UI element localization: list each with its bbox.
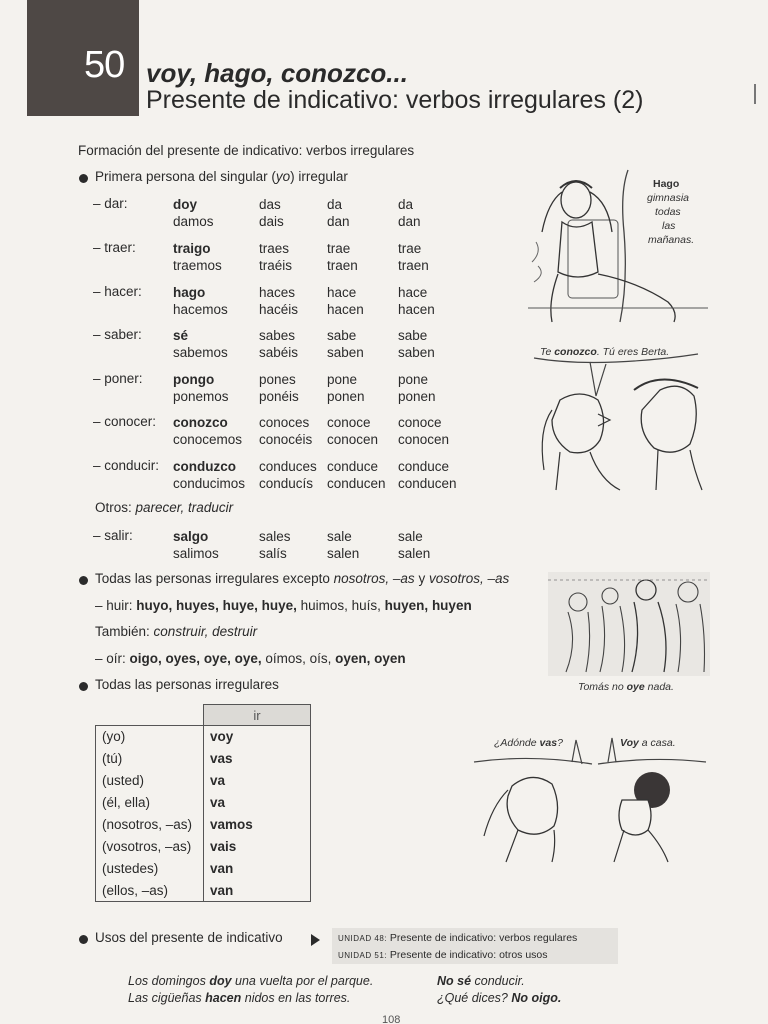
- verb-form: oyen,: [335, 651, 375, 666]
- section-all-irregular: Todas las personas irregulares: [95, 677, 279, 692]
- verb-form: oigo,: [129, 651, 166, 666]
- conjugation-form: conducimos: [173, 476, 246, 491]
- conjugation-form: sales: [259, 529, 291, 544]
- illustration-conozco: [530, 340, 708, 494]
- verb-form: huís,: [351, 598, 385, 613]
- conjugation-form: sabéis: [259, 345, 299, 360]
- conjugation-form: sabe: [327, 328, 357, 343]
- conjugation-form: traen: [327, 258, 358, 273]
- verb-form: oímos,: [265, 651, 310, 666]
- conjugation-form: da: [398, 197, 414, 212]
- conjugation-form: ponen: [398, 389, 436, 404]
- bubble-mananas: mañanas.: [648, 234, 695, 246]
- conjugation-form: conduce: [327, 459, 379, 474]
- section-all-except: Todas las personas irregulares excepto nosotros, –as y vosotros, –as: [95, 571, 510, 586]
- conjugation-form: conduces: [259, 459, 317, 474]
- pronoun-cell: (usted): [96, 770, 204, 792]
- bubble-gimnasia: gimnasia: [647, 192, 690, 204]
- verb-infinitive: – traer:: [93, 240, 136, 255]
- conjugation-form: sale: [327, 529, 352, 544]
- verb-form: oyes,: [165, 651, 204, 666]
- conjugation-form: hacen: [327, 302, 364, 317]
- conjugation-form: da: [327, 197, 343, 212]
- conjugation-form: hacéis: [259, 302, 299, 317]
- verb-infinitive: – hacer:: [93, 284, 142, 299]
- ir-table-row: [96, 792, 311, 814]
- example-left-1: Los domingos doy una vuelta por el parque.: [128, 974, 374, 988]
- bubble-voy-a-casa: Voy a casa.: [620, 737, 676, 749]
- pronoun-cell: (ellos, –as): [96, 880, 204, 902]
- conjugation-form: conducís: [259, 476, 314, 491]
- verb-form: oye,: [203, 651, 235, 666]
- oir-line: – oír: oigo, oyes, oye, oye, oímos, oís, oyen, oyen: [95, 651, 406, 666]
- conjugation-form: salen: [327, 546, 360, 561]
- verb-form: oyen: [374, 651, 406, 666]
- verb-form: huimos,: [300, 598, 352, 613]
- ir-form-cell: van: [204, 858, 311, 880]
- huir-forms: [136, 598, 471, 613]
- ir-conjugation-table: [95, 704, 311, 902]
- verb-infinitive: – conducir:: [93, 458, 160, 473]
- conjugation-form: saben: [398, 345, 435, 360]
- conjugation-form: hacen: [398, 302, 435, 317]
- conjugation-form: conocéis: [259, 432, 313, 447]
- conjugation-form: conocen: [327, 432, 379, 447]
- caption-oye: Tomás no oye nada.: [578, 681, 674, 693]
- ir-form-cell: vamos: [204, 814, 311, 836]
- conjugation-form: conoce: [327, 415, 371, 430]
- otros-line: Otros: parecer, traducir: [95, 500, 234, 515]
- conjugation-form: traes: [259, 241, 290, 256]
- conjugation-form: traigo: [173, 241, 211, 256]
- illustration-crowd: [548, 572, 710, 676]
- conjugation-form: conoce: [398, 415, 442, 430]
- reference-unit-48[interactable]: UNIDAD 48: Presente de indicativo: verbos regulares: [338, 932, 578, 944]
- conjugation-form: salgo: [173, 529, 209, 544]
- example-right-2: ¿Qué dices? No oigo.: [437, 991, 562, 1005]
- conjugation-form: sabemos: [173, 345, 228, 360]
- conjugation-form: doy: [173, 197, 198, 212]
- bubble-conozco: Te conozco. Tú eres Berta.: [540, 346, 670, 358]
- ir-form-cell: voy: [204, 726, 311, 748]
- pronoun-cell: (vosotros, –as): [96, 836, 204, 858]
- conjugation-form: pones: [259, 372, 296, 387]
- ir-table-row: [96, 770, 311, 792]
- tambien-line: También: construir, destruir: [95, 624, 258, 639]
- conjugation-form: conduce: [398, 459, 450, 474]
- verb-infinitive: – conocer:: [93, 414, 157, 429]
- conjugation-form: hace: [327, 285, 357, 300]
- conjugation-form: pongo: [173, 372, 215, 387]
- conjugation-form: conducen: [398, 476, 457, 491]
- conjugation-form: saben: [327, 345, 364, 360]
- section-usos: Usos del presente de indicativo: [95, 930, 283, 945]
- bubble-las: las: [662, 220, 676, 232]
- arrow-right-icon: [311, 934, 320, 946]
- ir-table-row: [96, 858, 311, 880]
- pronoun-cell: (ustedes): [96, 858, 204, 880]
- conjugation-form: conduzco: [173, 459, 236, 474]
- pronoun-cell: (él, ella): [96, 792, 204, 814]
- conjugation-form: dan: [398, 214, 421, 229]
- verb-form: huyo,: [136, 598, 177, 613]
- conjugation-form: traen: [398, 258, 429, 273]
- verb-infinitive: – dar:: [93, 196, 128, 211]
- ir-form-cell: van: [204, 880, 311, 902]
- verb-infinitive: – saber:: [93, 327, 142, 342]
- verb-form: huyen,: [384, 598, 432, 613]
- formation-heading: Formación del presente de indicativo: verbos irregulares: [78, 143, 415, 158]
- ir-table-row: [96, 748, 311, 770]
- oir-forms: [130, 651, 406, 666]
- pronoun-cell: (nosotros, –as): [96, 814, 204, 836]
- verb-form: huye,: [222, 598, 262, 613]
- ir-form-cell: va: [204, 792, 311, 814]
- example-right-1: No sé conducir.: [437, 974, 525, 988]
- conjugation-form: sale: [398, 529, 423, 544]
- ir-form-cell: vais: [204, 836, 311, 858]
- ir-table-corner: [96, 705, 204, 726]
- ir-form-cell: vas: [204, 748, 311, 770]
- unit-references: [332, 928, 618, 964]
- conjugation-form: sabe: [398, 328, 428, 343]
- conjugation-form: conocen: [398, 432, 450, 447]
- conjugation-form: hace: [398, 285, 428, 300]
- conjugation-form: sabes: [259, 328, 296, 343]
- conjugation-form: conozco: [173, 415, 228, 430]
- ir-table-row: [96, 726, 311, 748]
- conjugation-form: salís: [259, 546, 287, 561]
- conjugation-form: pone: [398, 372, 429, 387]
- bubble-hago: Hago: [653, 178, 680, 190]
- huir-line: – huir: huyo, huyes, huye, huye, huimos, huís, huyen, huyen: [95, 598, 472, 613]
- bubble-adonde-vas: ¿Adónde vas?: [494, 737, 563, 749]
- reference-unit-51[interactable]: UNIDAD 51: Presente de indicativo: otros usos: [338, 949, 548, 961]
- page-title: voy, hago, conozco...: [146, 58, 408, 88]
- conjugation-form: conocemos: [173, 432, 243, 447]
- verb-form: huyes,: [176, 598, 223, 613]
- margin-mark: [754, 84, 760, 104]
- section-first-person: Primera persona del singular (yo) irregular: [95, 169, 348, 184]
- conjugation-form: ponéis: [259, 389, 299, 404]
- conjugation-form: haces: [259, 285, 296, 300]
- unit-number: 50: [84, 44, 125, 86]
- ir-table-row: [96, 836, 311, 858]
- bubble-todas: todas: [655, 206, 681, 218]
- ir-form-cell: va: [204, 770, 311, 792]
- conjugation-form: pone: [327, 372, 358, 387]
- conjugation-form: salen: [398, 546, 431, 561]
- page-subtitle: Presente de indicativo: verbos irregulares (2): [146, 86, 644, 114]
- conjugation-form: damos: [173, 214, 214, 229]
- ir-table-row: [96, 880, 311, 902]
- conjugation-form: dan: [327, 214, 350, 229]
- conjugation-form: conducen: [327, 476, 386, 491]
- conjugation-form: ponen: [327, 389, 365, 404]
- conjugation-form: traemos: [173, 258, 222, 273]
- conjugation-form: dais: [259, 214, 284, 229]
- verb-form: huyen: [431, 598, 472, 613]
- conjugation-form: hago: [173, 285, 206, 300]
- conjugation-form: conoces: [259, 415, 310, 430]
- verb-form: huye,: [261, 598, 301, 613]
- conjugation-form: trae: [327, 241, 351, 256]
- page-number: 108: [382, 1014, 401, 1024]
- verb-infinitive: – salir:: [93, 528, 133, 543]
- conjugation-form: ponemos: [173, 389, 229, 404]
- conjugation-form: hacemos: [173, 302, 228, 317]
- verb-infinitive: – poner:: [93, 371, 143, 386]
- pronoun-cell: (tú): [96, 748, 204, 770]
- conjugation-form: salimos: [173, 546, 219, 561]
- conjugation-form: sé: [173, 328, 189, 343]
- verb-form: oís,: [309, 651, 336, 666]
- example-left-2: Las cigüeñas hacen nidos en las torres.: [128, 991, 351, 1005]
- conjugation-form: trae: [398, 241, 422, 256]
- conjugation-form: das: [259, 197, 281, 212]
- conjugation-form: traéis: [259, 258, 293, 273]
- ir-table-row: [96, 814, 311, 836]
- verb-form: oye,: [234, 651, 266, 666]
- ir-table-header: ir: [204, 705, 311, 726]
- pronoun-cell: (yo): [96, 726, 204, 748]
